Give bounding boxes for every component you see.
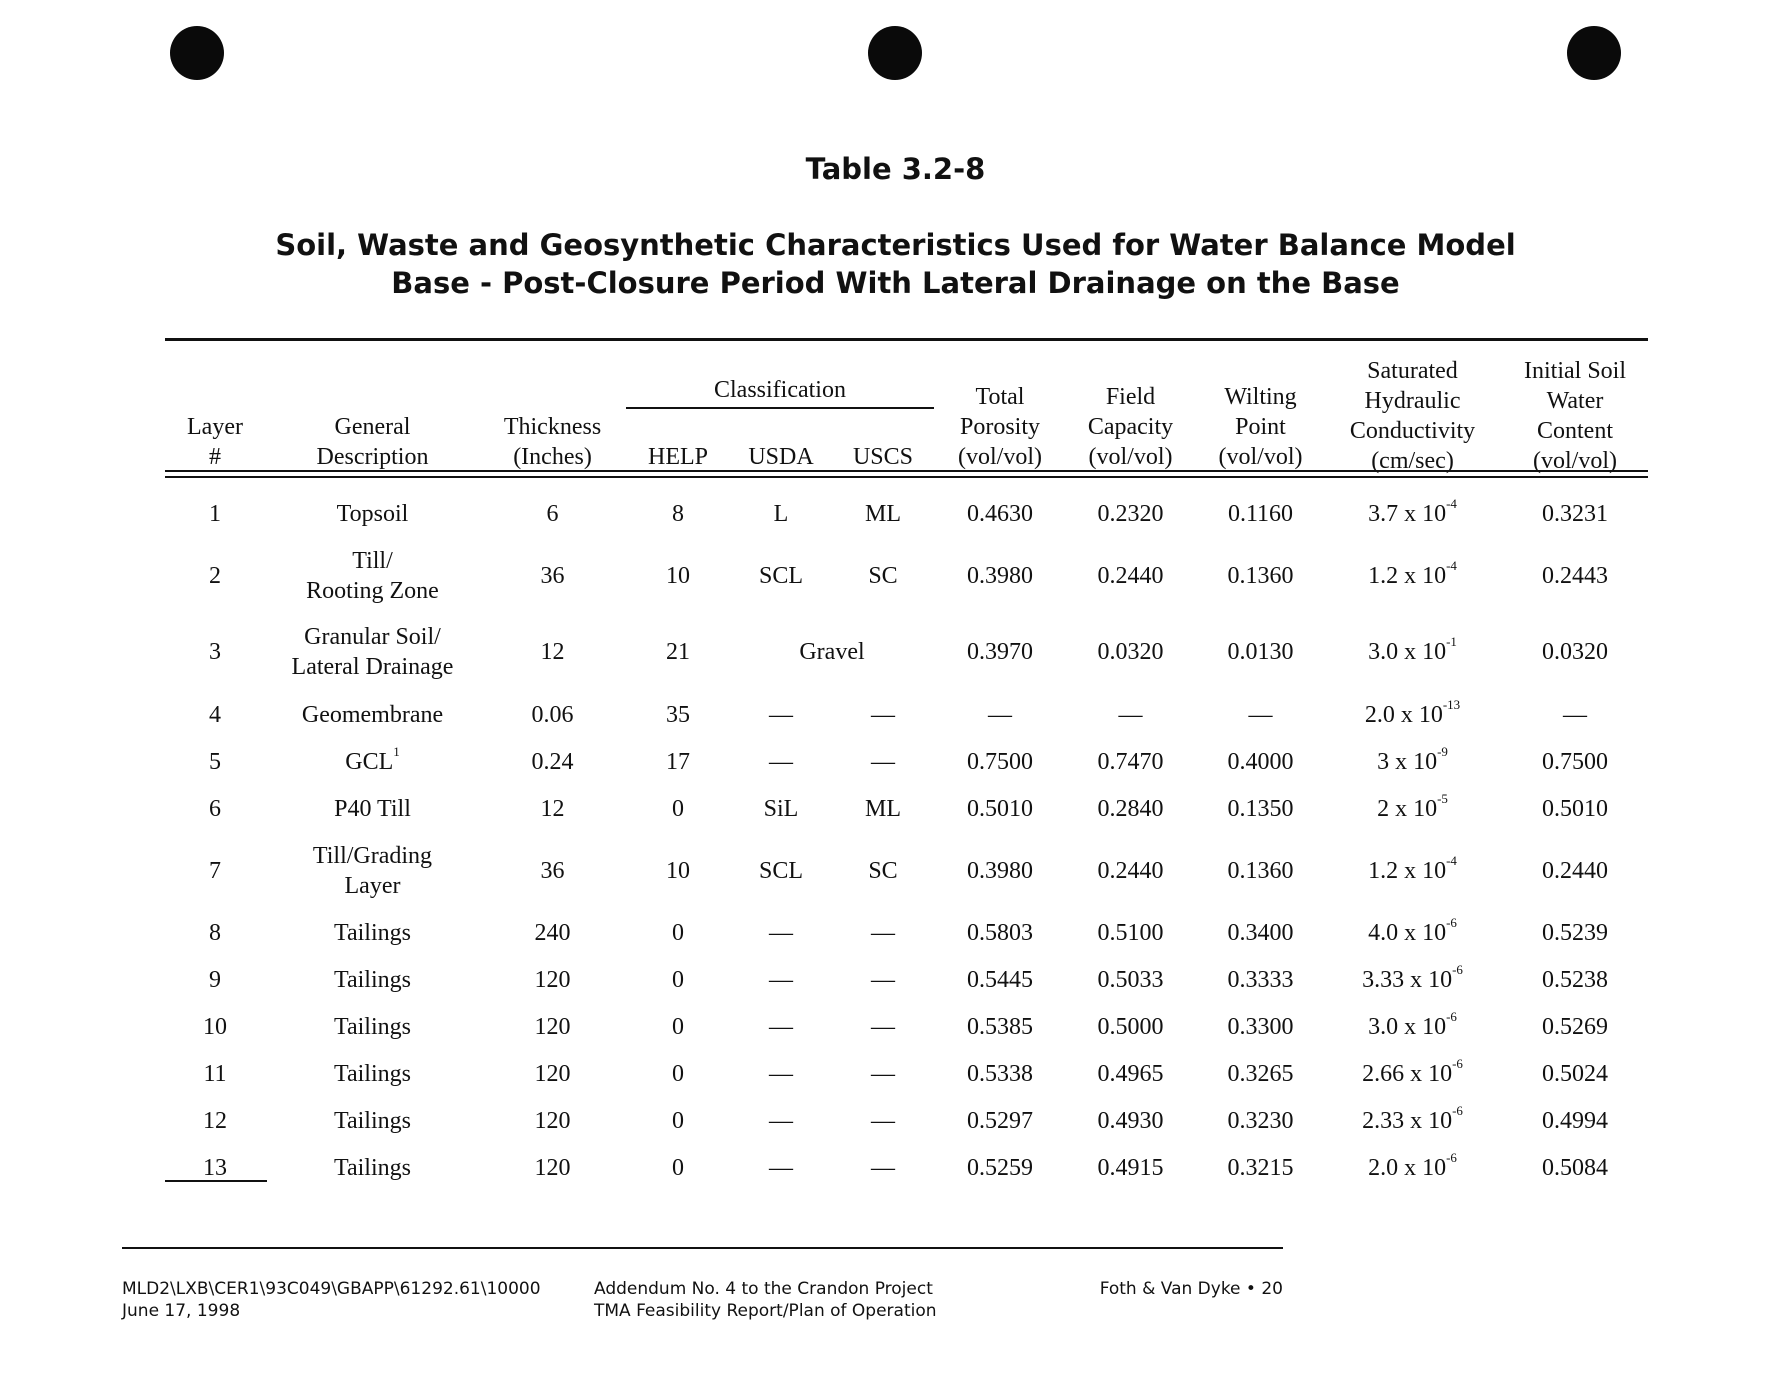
- header-porosity: Total Porosity (vol/vol): [958, 384, 1042, 470]
- header-description: General Description: [316, 414, 429, 470]
- cell-uscs: —: [871, 967, 895, 993]
- cell-field-capacity: 0.5033: [1097, 967, 1164, 993]
- cell-initial-water: 0.5238: [1542, 967, 1608, 993]
- cell-description: Till/Grading Layer: [312, 843, 433, 899]
- cell-help: 0: [672, 920, 684, 946]
- cell-wilting-point: 0.1350: [1227, 796, 1294, 822]
- cell-wilting-point: —: [1248, 702, 1273, 728]
- table-title-line-2: Base - Post-Closure Period With Lateral Drainage on the Base: [391, 266, 1400, 300]
- header-field-capacity: Field Capacity (vol/vol): [1087, 384, 1174, 470]
- header-wilting-point: Wilting Point (vol/vol): [1218, 384, 1303, 470]
- cell-wilting-point: 0.3230: [1227, 1108, 1294, 1134]
- cell-conductivity: 3.0 x $10^{-6}$: [1368, 1009, 1457, 1040]
- conductivity-exponent: -13: [1442, 697, 1461, 712]
- cell-initial-water: 0.5024: [1542, 1061, 1608, 1087]
- cell-help: 21: [666, 639, 690, 665]
- cell-field-capacity: 0.2320: [1097, 501, 1164, 527]
- cell-description: Tailings: [334, 1014, 411, 1040]
- cell-description: Tailings: [334, 920, 411, 946]
- cell-thickness: 0.06: [531, 702, 574, 728]
- cell-porosity: 0.5010: [967, 796, 1033, 822]
- footer-left: [122, 1278, 541, 1322]
- cell-initial-water: 0.2443: [1542, 563, 1608, 589]
- cell-help: 10: [666, 858, 690, 884]
- cell-field-capacity: 0.0320: [1097, 639, 1164, 665]
- cell-description: Tailings: [334, 967, 411, 993]
- header-classification: Classification: [714, 377, 846, 403]
- cell-porosity: 0.5338: [967, 1061, 1033, 1087]
- header-rule-2: [165, 476, 1648, 478]
- cell-usda: SiL: [763, 796, 799, 822]
- header-layer: Layer #: [187, 414, 243, 470]
- cell-description: P40 Till: [334, 796, 411, 822]
- cell-conductivity: 3 x $10^{-9}$: [1377, 744, 1448, 775]
- cell-uscs: —: [871, 702, 895, 728]
- cell-uscs: —: [871, 749, 895, 775]
- cell-usda: —: [769, 1155, 793, 1181]
- cell-initial-water: 0.5239: [1542, 920, 1608, 946]
- cell-thickness: 120: [534, 1108, 571, 1134]
- conductivity-exponent: -5: [1437, 791, 1448, 806]
- header-usda: USDA: [748, 444, 814, 470]
- cell-description: Topsoil: [336, 501, 409, 527]
- cell-usda: SCL: [758, 563, 803, 589]
- cell-wilting-point: 0.1360: [1227, 858, 1294, 884]
- cell-conductivity: 2.33 x $10^{-6}$: [1362, 1103, 1463, 1134]
- cell-wilting-point: 0.3215: [1227, 1155, 1294, 1181]
- cell-initial-water: 0.3231: [1542, 501, 1608, 527]
- cell-wilting-point: 0.3265: [1227, 1061, 1294, 1087]
- cell-initial-water: 0.4994: [1542, 1108, 1608, 1134]
- cell-uscs: —: [871, 1061, 895, 1087]
- cell-wilting-point: 0.0130: [1227, 639, 1294, 665]
- cell-conductivity: 4.0 x $10^{-6}$: [1368, 915, 1457, 946]
- cell-wilting-point: 0.3333: [1227, 967, 1294, 993]
- cell-help: 35: [666, 702, 690, 728]
- cell-wilting-point: 0.1360: [1227, 563, 1294, 589]
- cell-layer: 10: [203, 1014, 227, 1040]
- cell-layer: 2: [209, 563, 221, 589]
- cell-wilting-point: 0.3300: [1227, 1014, 1294, 1040]
- cell-thickness: 6: [546, 501, 559, 527]
- cell-layer: 3: [209, 639, 221, 665]
- cell-porosity: —: [988, 702, 1012, 728]
- conductivity-exponent: -6: [1452, 962, 1463, 977]
- cell-porosity: 0.3970: [967, 639, 1033, 665]
- cell-thickness: 120: [534, 1061, 571, 1087]
- cell-initial-water: 0.5084: [1542, 1155, 1608, 1181]
- cell-help: 0: [672, 967, 684, 993]
- cell-conductivity: 2 x $10^{-5}$: [1377, 791, 1448, 822]
- cell-layer: 9: [209, 967, 221, 993]
- conductivity-exponent: -6: [1452, 1056, 1463, 1071]
- header-thickness: Thickness (Inches): [503, 414, 602, 470]
- cell-layer: 11: [203, 1061, 227, 1087]
- cell-uscs: SC: [868, 858, 898, 884]
- cell-help: 8: [672, 501, 684, 527]
- cell-thickness: 36: [540, 858, 565, 884]
- cell-porosity: 0.5385: [967, 1014, 1033, 1040]
- cell-porosity: 0.4630: [967, 501, 1033, 527]
- footer-file-path: MLD2\LXB\CER1\93C049\GBAPP\61292.61\10000: [122, 1279, 541, 1299]
- cell-field-capacity: 0.4930: [1097, 1108, 1164, 1134]
- cell-uscs: SC: [868, 563, 898, 589]
- cell-porosity: 0.5297: [967, 1108, 1033, 1134]
- cell-layer: 8: [209, 920, 221, 946]
- cell-uscs: ML: [865, 796, 901, 822]
- cell-usda: —: [769, 1061, 793, 1087]
- cell-usda: —: [769, 967, 793, 993]
- cell-description: Till/ Rooting Zone: [306, 548, 439, 604]
- cell-wilting-point: 0.4000: [1227, 749, 1294, 775]
- cell-help: 10: [666, 563, 690, 589]
- cell-initial-water: —: [1563, 702, 1587, 728]
- footnote-marker: 1: [393, 744, 400, 759]
- cell-porosity: 0.3980: [967, 858, 1033, 884]
- cell-layer: 7: [209, 858, 221, 884]
- cell-conductivity: 2.66 x $10^{-6}$: [1362, 1056, 1463, 1087]
- conductivity-exponent: -6: [1446, 1150, 1457, 1165]
- cell-uscs: ML: [865, 501, 901, 527]
- footer-page: Foth & Van Dyke • 20: [1099, 1279, 1283, 1299]
- cell-uscs: —: [871, 1108, 895, 1134]
- cell-description: Tailings: [334, 1108, 411, 1134]
- header-uscs: USCS: [852, 444, 914, 470]
- cell-field-capacity: 0.7470: [1097, 749, 1164, 775]
- cell-usda: —: [769, 749, 793, 775]
- cell-conductivity: 3.7 x $10^{-4}$: [1368, 496, 1457, 527]
- footer-rule: [122, 1247, 1283, 1249]
- footer-document-line-2: TMA Feasibility Report/Plan of Operation: [594, 1301, 937, 1321]
- table-top-rule: [165, 338, 1648, 341]
- conductivity-exponent: -1: [1446, 634, 1457, 649]
- cell-field-capacity: 0.4915: [1097, 1155, 1164, 1181]
- cell-usda: SCL: [758, 858, 803, 884]
- cell-uscs: —: [871, 920, 895, 946]
- binder-hole-left: [170, 26, 224, 80]
- cell-description: Tailings: [334, 1155, 411, 1181]
- cell-initial-water: 0.5269: [1542, 1014, 1608, 1040]
- cell-layer: 6: [209, 796, 221, 822]
- cell-layer: 4: [209, 702, 221, 728]
- cell-conductivity: 2.0 x $10^{-6}$: [1368, 1150, 1457, 1181]
- cell-thickness: 12: [540, 639, 565, 665]
- cell-field-capacity: 0.2840: [1097, 796, 1164, 822]
- cell-usda: L: [773, 501, 789, 527]
- cell-help: 0: [672, 1061, 684, 1087]
- cell-description: GCL$^1$: [345, 744, 400, 775]
- header-initial-water: Initial Soil Water Content (vol/vol): [1524, 358, 1626, 474]
- cell-help: 0: [672, 796, 684, 822]
- cell-usda: —: [769, 1014, 793, 1040]
- cell-field-capacity: 0.4965: [1097, 1061, 1164, 1087]
- header-conductivity: Saturated Hydraulic Conductivity (cm/sec): [1349, 358, 1476, 474]
- conductivity-exponent: -4: [1446, 496, 1457, 511]
- cell-help: 0: [672, 1108, 684, 1134]
- cell-usda-uscs: Gravel: [799, 639, 865, 665]
- conductivity-exponent: -4: [1446, 558, 1457, 573]
- conductivity-exponent: -4: [1446, 853, 1457, 868]
- cell-porosity: 0.7500: [967, 749, 1033, 775]
- cell-description: Geomembrane: [301, 702, 444, 728]
- cell-field-capacity: —: [1118, 702, 1143, 728]
- cell-thickness: 36: [540, 563, 565, 589]
- cell-conductivity: 1.2 x $10^{-4}$: [1368, 558, 1457, 589]
- cell-thickness: 240: [534, 920, 571, 946]
- cell-uscs: —: [871, 1155, 895, 1181]
- footer-document-line-1: Addendum No. 4 to the Crandon Project: [594, 1279, 933, 1299]
- cell-description: Granular Soil/ Lateral Drainage: [291, 624, 454, 680]
- classification-rule: [626, 407, 934, 409]
- cell-porosity: 0.5445: [967, 967, 1033, 993]
- conductivity-exponent: -6: [1446, 1009, 1457, 1024]
- cell-porosity: 0.5803: [967, 920, 1033, 946]
- header-help: HELP: [648, 444, 708, 470]
- cell-layer: 1: [209, 501, 221, 527]
- cell-layer: 13: [203, 1155, 227, 1181]
- cell-porosity: 0.3980: [967, 563, 1033, 589]
- binder-hole-right: [1567, 26, 1621, 80]
- cell-initial-water: 0.2440: [1542, 858, 1608, 884]
- cell-field-capacity: 0.5000: [1097, 1014, 1164, 1040]
- cell-usda: —: [769, 920, 793, 946]
- cell-thickness: 0.24: [531, 749, 574, 775]
- cell-wilting-point: 0.1160: [1227, 501, 1294, 527]
- cell-initial-water: 0.7500: [1542, 749, 1608, 775]
- cell-wilting-point: 0.3400: [1227, 920, 1294, 946]
- footer-center: [594, 1278, 937, 1322]
- cell-help: 0: [672, 1155, 684, 1181]
- binder-hole-center: [868, 26, 922, 80]
- cell-description: Tailings: [334, 1061, 411, 1087]
- table-title-line-1: Soil, Waste and Geosynthetic Characteristics Used for Water Balance Model: [275, 228, 1516, 262]
- cell-thickness: 120: [534, 1155, 571, 1181]
- cell-conductivity: 2.0 x $10^{-13}$: [1364, 697, 1461, 728]
- cell-conductivity: 3.33 x $10^{-6}$: [1362, 962, 1463, 993]
- conductivity-exponent: -6: [1446, 915, 1457, 930]
- cell-usda: —: [769, 1108, 793, 1134]
- conductivity-exponent: -6: [1452, 1103, 1463, 1118]
- cell-thickness: 120: [534, 1014, 571, 1040]
- table-number: Table 3.2-8: [805, 152, 986, 186]
- cell-initial-water: 0.5010: [1542, 796, 1608, 822]
- cell-field-capacity: 0.2440: [1097, 858, 1164, 884]
- cell-initial-water: 0.0320: [1542, 639, 1608, 665]
- cell-help: 17: [666, 749, 690, 775]
- cell-uscs: —: [871, 1014, 895, 1040]
- cell-conductivity: 1.2 x $10^{-4}$: [1368, 853, 1457, 884]
- cell-porosity: 0.5259: [967, 1155, 1033, 1181]
- cell-thickness: 120: [534, 967, 571, 993]
- cell-usda: —: [769, 702, 793, 728]
- cell-field-capacity: 0.5100: [1097, 920, 1164, 946]
- cell-thickness: 12: [540, 796, 565, 822]
- cell-field-capacity: 0.2440: [1097, 563, 1164, 589]
- cell-layer: 5: [209, 749, 221, 775]
- footer-date: June 17, 1998: [122, 1301, 241, 1321]
- cell-help: 0: [672, 1014, 684, 1040]
- cell-conductivity: 3.0 x $10^{-1}$: [1368, 634, 1457, 665]
- conductivity-exponent: -9: [1437, 744, 1448, 759]
- cell-layer: 12: [203, 1108, 227, 1134]
